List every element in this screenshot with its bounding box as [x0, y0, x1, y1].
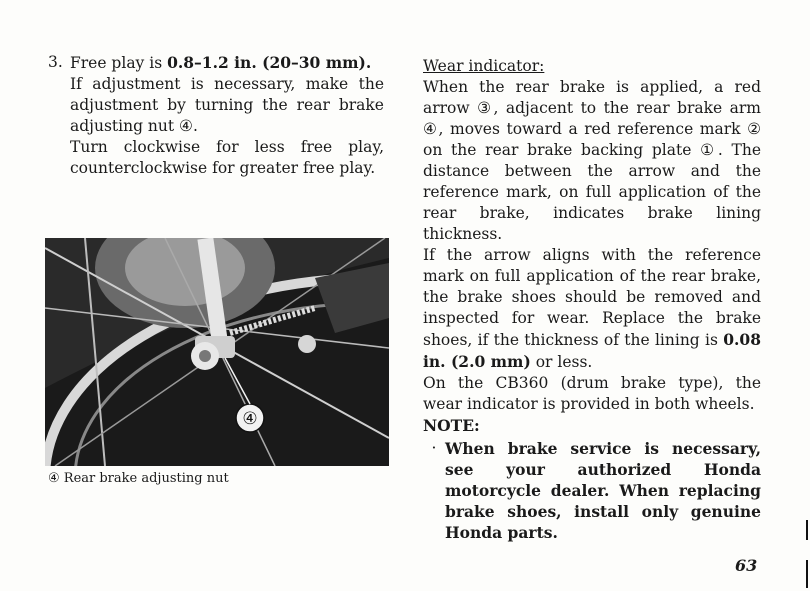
direction-paragraph: Turn clockwise for less free play, counterclockwise for greater free play.	[70, 138, 384, 177]
wear-paragraph-1: When the rear brake is applied, a red arrow ③, adjacent to the rear brake arm ④, moves toward a red reference mark ② on the rear brake backing plate ①. The distance between the arrow and the reference mark, on full application of the rear brake, indicates brake lining thickness.	[423, 78, 761, 243]
lining-thickness-limit: 0.08 in. (2.0 mm)	[423, 330, 761, 371]
step-3	[48, 52, 384, 179]
figure-caption: ④ Rear brake adjusting nut	[48, 471, 229, 486]
wear-indicator-heading: Wear indicator:	[423, 57, 545, 75]
page-number: 63	[735, 556, 758, 575]
free-play-spec: Free play is 0.8–1.2 in. (20–30 mm).	[70, 53, 372, 72]
adjustment-paragraph: If adjustment is necessary, make the adjustment by turning the rear brake adjusting nut ④.	[70, 75, 384, 135]
rear-wheel-illustration	[45, 238, 389, 466]
wear-paragraph-2: If the arrow aligns with the reference mark on full application of the rear brake, the brake shoes should be removed and inspected for wear. Replace the brake shoes, if the thickness of the lining is 0.08 in. (2.0 mm) or less.	[423, 246, 761, 371]
step-number: 3.	[48, 53, 63, 71]
note-text: When brake service is necessary, see your authorized Honda motorcycle dealer. When replacing brake shoes, install only genuine Honda parts.	[445, 439, 761, 542]
rear-brake-photo	[45, 238, 389, 466]
note-label: NOTE:	[423, 416, 480, 435]
page-edge-mark	[806, 560, 808, 588]
free-play-value: 0.8–1.2 in. (20–30 mm).	[167, 53, 372, 72]
page-edge-mark	[806, 520, 808, 540]
figure-callout: ④	[242, 409, 258, 429]
wear-paragraph-3: On the CB360 (drum brake type), the wear indicator is provided in both wheels.	[423, 374, 761, 413]
bullet-mark: ·	[431, 439, 437, 457]
wear-indicator-section	[423, 56, 761, 543]
adjustment-instructions	[48, 52, 384, 179]
note-bullet	[423, 438, 761, 543]
